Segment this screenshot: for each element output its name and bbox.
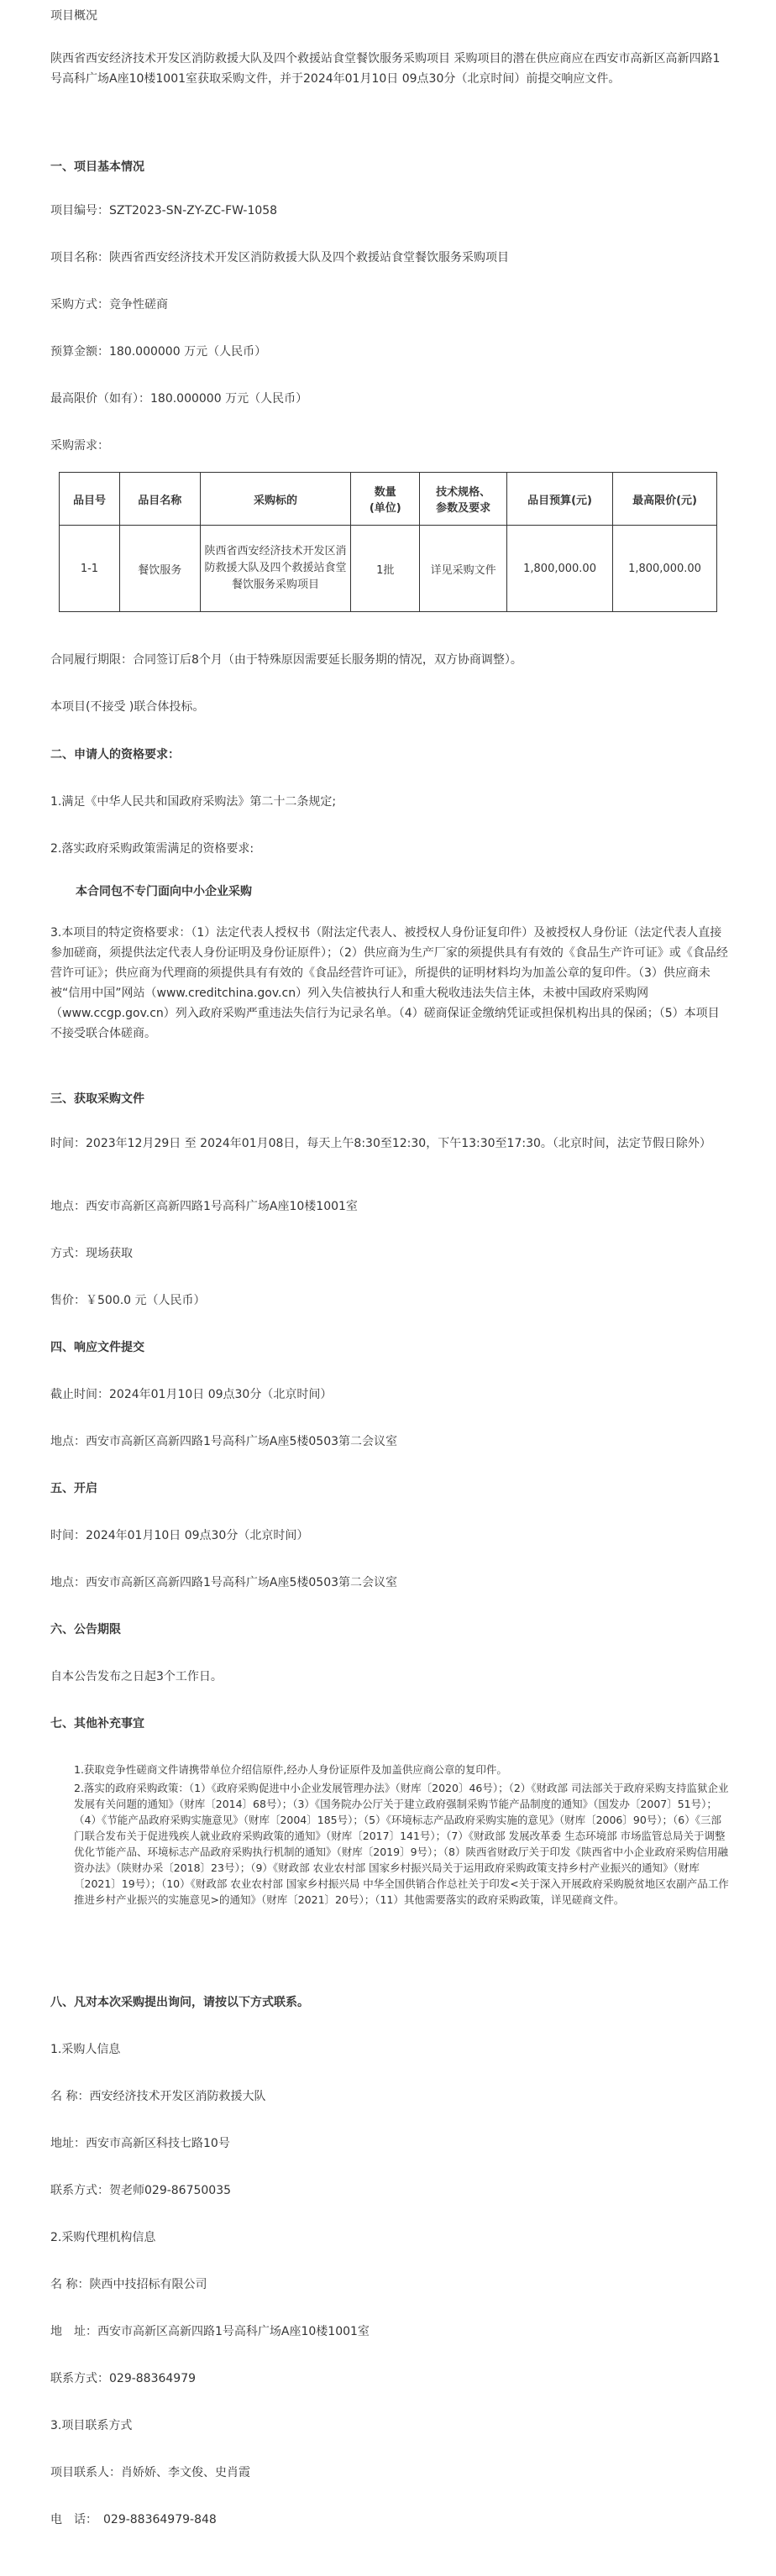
- demand-label: 采购需求：: [50, 439, 109, 453]
- project-phone: 电 话： 029-88364979-848: [50, 2513, 217, 2526]
- qualification-1: 1.满足《中华人民共和国政府采购法》第二十二条规定;: [50, 795, 337, 809]
- qualification-2: 2.落实政府采购政策需满足的资格要求:: [50, 842, 254, 856]
- buyer-title: 1.采购人信息: [50, 2043, 121, 2056]
- col-max-price: 最高限价(元): [613, 473, 717, 526]
- supplement-1: 1.获取竞争性磋商文件请携带单位介绍信原件,经办人身份证原件及加盖供应商公章的复印件。: [74, 1763, 507, 1776]
- obtain-time: 时间：2023年12月29日 至 2024年01月08日，每天上午8:30至12:30，下午13:30至17:30。（北京时间，法定节假日除外）: [50, 1137, 711, 1150]
- cell-budget: 1,800,000.00: [507, 526, 613, 612]
- buyer-name: 名 称：西安经济技术开发区消防救援大队: [50, 2090, 266, 2103]
- agent-contact: 联系方式：029-88364979: [50, 2372, 197, 2385]
- col-subject: 采购标的: [200, 473, 351, 526]
- section-8-heading: 八、凡对本次采购提出询问，请按以下方式联系。: [50, 1996, 309, 2009]
- cell-subject: 陕西省西安经济技术开发区消防救援大队及四个救援站食堂餐饮服务采购项目: [200, 526, 351, 612]
- overview-title: 项目概况: [50, 9, 97, 23]
- cell-item-no: 1-1: [60, 526, 120, 612]
- cell-specs: 详见采购文件: [420, 526, 507, 612]
- opening-place: 地点：西安市高新区高新四路1号高科广场A座5楼0503第二会议室: [50, 1576, 398, 1589]
- section-6-heading: 六、公告期限: [50, 1623, 121, 1636]
- cell-quantity: 1批: [351, 526, 420, 612]
- section-3-heading: 三、获取采购文件: [50, 1092, 144, 1106]
- agent-address: 地 址：西安市高新区高新四路1号高科广场A座10楼1001室: [50, 2325, 370, 2338]
- contract-period: 合同履行期限：合同签订后8个月（由于特殊原因需要延长服务期的情况，双方协商调整）。: [50, 653, 522, 667]
- col-item-name: 品目名称: [119, 473, 200, 526]
- project-contact-title: 3.项目联系方式: [50, 2419, 133, 2432]
- table-header-row: [60, 473, 717, 526]
- opening-time: 时间：2024年01月10日 09点30分（北京时间）: [50, 1529, 309, 1542]
- col-specs: 技术规格、 参数及要求: [420, 473, 507, 526]
- cell-item-name: 餐饮服务: [119, 526, 200, 612]
- document-price: 售价：￥500.0 元（人民币）: [50, 1294, 206, 1307]
- supplement-2: 2.落实的政府采购政策：（1）《政府采购促进中小企业发展管理办法》（财库〔2020〕46号）；（2）《财政部 司法部关于政府采购支持监狱企业发展有关问题的通知》（财库〔2014〕68号）；（3）《国务院办公厅关于建立政府强制采购节能产品制度的通知》（国发办〔2007〕51号）；（4）《节能产品政府采购实施意见》（财库〔2004〕185号）；（5）《环境标志产品政府采购实施的意见》（财库〔2006〕90号）；（6）《三部门联合发布关于促进残疾人就业政府采购政策的通知》（财库〔2017〕141号）；（7）《财政部 发展改革委 生态环境部 市场监管总局关于调整优化节能产品、环境标志产品政府采购执行机制的通知》（财库〔2019〕9号）；（8）陕西省财政厅关于印发《陕西省中小企业政府采购信用融资办法》（陕财办采〔2018〕23号）；（9）《财政部 农业农村部 国家乡村振兴局关于运用政府采购政策支持乡村产业振兴的通知》（财库〔2021〕19号）；（10）《财政部 农业农村部 国家乡村振兴局 中华全国供销合作总社关于印发<关于深入开展政府采购脱贫地区农副产品工作推进乡村产业振兴的实施意见>的通知》（财库〔2021〕20号）；（11）其他需要落实的政府采购政策，详见磋商文件。: [74, 1782, 729, 1906]
- section-7-heading: 七、其他补充事宜: [50, 1717, 144, 1730]
- project-number: 项目编号：SZT2023-SN-ZY-ZC-FW-1058: [50, 204, 278, 217]
- project-contacts: 项目联系人：肖娇娇、李文俊、史肖霞: [50, 2466, 250, 2479]
- notice-period: 自本公告发布之日起3个工作日。: [50, 1670, 223, 1683]
- section-2-heading: 二、申请人的资格要求：: [50, 748, 180, 762]
- submit-deadline: 截止时间：2024年01月10日 09点30分（北京时间）: [50, 1388, 333, 1401]
- overview-text: 陕西省西安经济技术开发区消防救援大队及四个救援站食堂餐饮服务采购项目 采购项目的潜在供应商应在西安市高新区高新四路1号高科广场A座10楼1001室获取采购文件，并于2024年01月10日 09点30分（北京时间）前提交响应文件。: [50, 52, 721, 86]
- table-row: [60, 526, 717, 612]
- demand-table: [59, 472, 717, 612]
- buyer-contact: 联系方式：贺老师029-86750035: [50, 2184, 232, 2197]
- agent-title: 2.采购代理机构信息: [50, 2231, 156, 2244]
- obtain-place: 地点：西安市高新区高新四路1号高科广场A座10楼1001室: [50, 1200, 358, 1213]
- sme-note: 本合同包不专门面向中小企业采购: [76, 885, 252, 898]
- col-budget: 品目预算(元): [507, 473, 613, 526]
- buyer-address: 地址：西安市高新区科技七路10号: [50, 2137, 230, 2150]
- max-price: 最高限价（如有）：180.000000 万元（人民币）: [50, 392, 308, 406]
- project-name: 项目名称：陕西省西安经济技术开发区消防救援大队及四个救援站食堂餐饮服务采购项目: [50, 251, 509, 264]
- obtain-way: 方式：现场获取: [50, 1247, 133, 1260]
- agent-name: 名 称：陕西中技招标有限公司: [50, 2278, 207, 2291]
- cell-max-price: 1,800,000.00: [613, 526, 717, 612]
- section-1-heading: 一、项目基本情况: [50, 160, 144, 174]
- qualification-3: 3.本项目的特定资格要求：（1）法定代表人授权书（附法定代表人、被授权人身份证复印件）及被授权人身份证（法定代表人直接参加磋商，须提供法定代表人身份证明及身份证原件）；（2）供应商为生产厂家的须提供具有有效的《食品生产许可证》或《食品经营许可证》；供应商为代理商的须提供具有有效的《食品经营许可证》，所提供的证明材料均为加盖公章的复印件。（3）供应商未被“信用中国”网站（www.creditchina.gov.cn）列入失信被执行人和重大税收违法失信主体，未被中国政府采购网（www.ccgp.gov.cn）列入政府采购严重违法失信行为记录名单。（4）磋商保证金缴纳凭证或担保机构出具的保函；（5）本项目不接受联合体磋商。: [50, 926, 728, 1040]
- procurement-method: 采购方式：竞争性磋商: [50, 298, 168, 312]
- submit-place: 地点：西安市高新区高新四路1号高科广场A座5楼0503第二会议室: [50, 1435, 398, 1448]
- col-quantity: 数量 (单位): [351, 473, 420, 526]
- col-item-no: 品目号: [60, 473, 120, 526]
- budget-amount: 预算金额：180.000000 万元（人民币）: [50, 345, 267, 359]
- section-4-heading: 四、响应文件提交: [50, 1341, 144, 1354]
- consortium-note: 本项目(不接受 )联合体投标。: [50, 700, 205, 714]
- section-5-heading: 五、开启: [50, 1482, 97, 1495]
